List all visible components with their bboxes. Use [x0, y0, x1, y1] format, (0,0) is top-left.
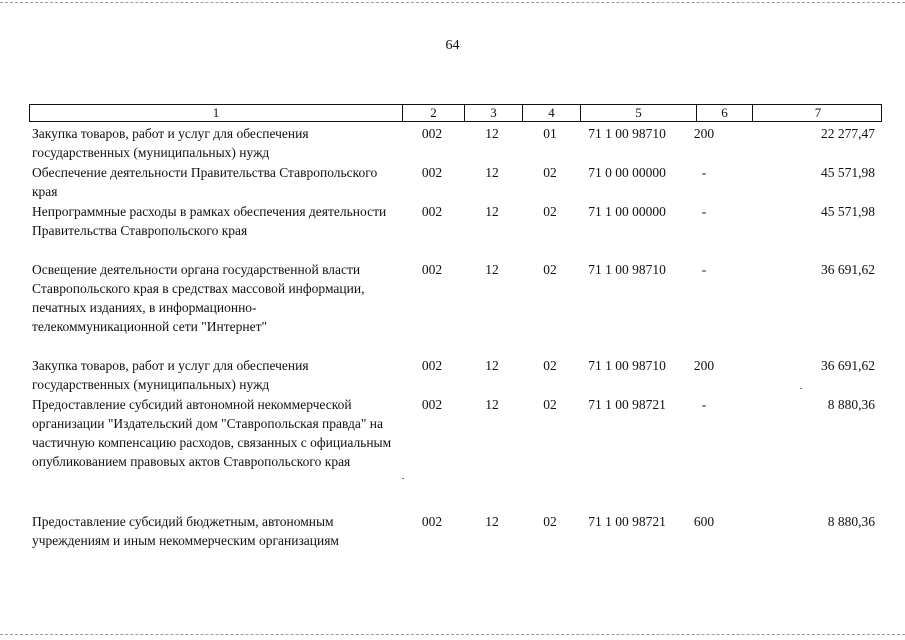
cell-col-4: 02 — [543, 397, 557, 412]
row-description: Предоставление субсидий бюджетным, автономным учреждениям и иным некоммерческим организациям — [32, 514, 339, 548]
cell-col-4: 02 — [543, 204, 557, 219]
header-col-6: 6 — [696, 105, 752, 121]
row-description: Освещение деятельности органа государственной власти Ставропольского края в средствах массовой информации, печатных изданиях, в информационно-телекоммуникационной сети "Интернет" — [32, 262, 365, 334]
cell-col-2: 002 — [421, 165, 443, 180]
cell-col-3: 12 — [485, 514, 499, 529]
page-edge-top — [0, 2, 905, 3]
header-col-3: 3 — [464, 105, 522, 121]
header-col-2: 2 — [402, 105, 464, 121]
cell-col-4: 02 — [543, 262, 557, 277]
cell-col-7: 8 880,36 — [827, 397, 875, 412]
cell-col-4: 02 — [543, 358, 557, 373]
cell-col-5: 71 0 00 00000 — [588, 165, 666, 180]
scan-speck — [402, 478, 404, 479]
cell-col-2: 002 — [421, 262, 443, 277]
cell-col-5: 71 1 00 98721 — [588, 514, 666, 529]
cell-col-3: 12 — [485, 358, 499, 373]
cell-col-3: 12 — [485, 262, 499, 277]
cell-col-6: - — [701, 397, 707, 412]
cell-col-2: 002 — [421, 514, 443, 529]
cell-col-5: 71 1 00 98710 — [588, 126, 666, 141]
cell-col-5: 71 1 00 98710 — [588, 358, 666, 373]
cell-col-5: 71 1 00 00000 — [588, 204, 666, 219]
cell-col-5: 71 1 00 98710 — [588, 262, 666, 277]
cell-col-6: - — [701, 262, 707, 277]
cell-col-7: 22 277,47 — [821, 126, 875, 141]
cell-col-6: 200 — [693, 358, 715, 373]
row-description: Закупка товаров, работ и услуг для обеспечения государственных (муниципальных) нужд — [32, 126, 309, 160]
cell-col-4: 01 — [543, 126, 557, 141]
cell-col-2: 002 — [421, 358, 443, 373]
cell-col-6: - — [701, 165, 707, 180]
row-description: Непрограммные расходы в рамках обеспечения деятельности Правительства Ставропольского края — [32, 204, 387, 238]
cell-col-7: 36 691,62 — [821, 262, 875, 277]
cell-col-6: 200 — [693, 126, 715, 141]
row-description: Закупка товаров, работ и услуг для обеспечения государственных (муниципальных) нужд — [32, 358, 309, 392]
cell-col-5: 71 1 00 98721 — [588, 397, 666, 412]
table-header — [29, 104, 882, 122]
cell-col-3: 12 — [485, 204, 499, 219]
cell-col-7: 36 691,62 — [821, 358, 875, 373]
scan-speck — [800, 388, 802, 389]
cell-col-4: 02 — [543, 165, 557, 180]
page-edge-bottom — [0, 634, 905, 635]
header-col-4: 4 — [522, 105, 580, 121]
header-col-5: 5 — [580, 105, 696, 121]
header-col-1: 1 — [212, 105, 220, 120]
cell-col-6: 600 — [693, 514, 715, 529]
page-number: 64 — [445, 38, 460, 53]
cell-col-3: 12 — [485, 126, 499, 141]
cell-col-2: 002 — [421, 397, 443, 412]
cell-col-6: - — [701, 204, 707, 219]
row-description: Обеспечение деятельности Правительства Ставропольского края — [32, 165, 378, 199]
header-col-7: 7 — [752, 105, 883, 121]
cell-col-2: 002 — [421, 204, 443, 219]
cell-col-3: 12 — [485, 397, 499, 412]
cell-col-4: 02 — [543, 514, 557, 529]
cell-col-7: 45 571,98 — [821, 204, 875, 219]
cell-col-3: 12 — [485, 165, 499, 180]
cell-col-7: 45 571,98 — [821, 165, 875, 180]
cell-col-7: 8 880,36 — [827, 514, 875, 529]
row-description: Предоставление субсидий автономной некоммерческой организации "Издательский дом "Ставропольская правда" на частичную компенсацию расходов, связанных с официальным опубликованием правовых актов Ставропольского края — [32, 397, 392, 469]
cell-col-2: 002 — [421, 126, 443, 141]
